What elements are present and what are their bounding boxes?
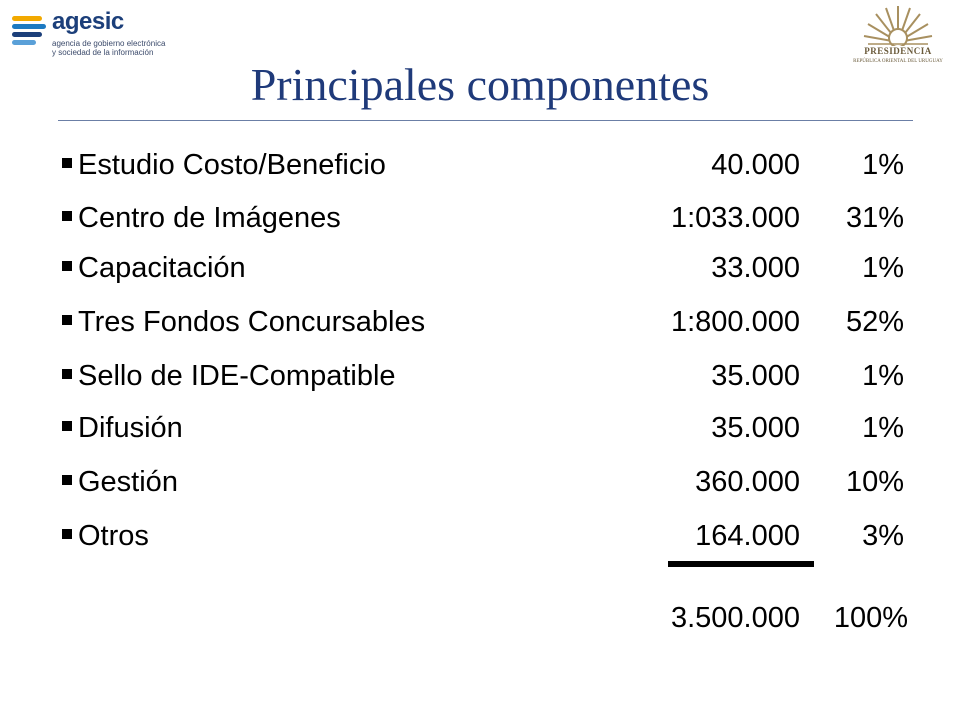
item-percent: 1% — [862, 360, 904, 392]
item-label: Difusión — [78, 412, 183, 444]
logo-subtitle-line1: agencia de gobierno electrónica — [52, 39, 166, 48]
item-amount: 1:800.000 — [670, 306, 800, 338]
item-percent: 3% — [862, 520, 904, 552]
square-bullet-icon — [62, 158, 72, 168]
total-underline — [668, 561, 814, 567]
square-bullet-icon — [62, 421, 72, 431]
item-percent: 52% — [845, 306, 904, 338]
total-row — [560, 597, 910, 639]
list-item — [60, 516, 910, 556]
item-amount: 360.000 — [695, 466, 800, 498]
agesic-logo — [8, 6, 178, 58]
item-amount: 35.000 — [711, 412, 800, 444]
item-amount: 1:033.000 — [670, 202, 800, 234]
list-item — [60, 198, 910, 238]
list-item — [60, 356, 910, 396]
seal-subtitle: REPÚBLICA ORIENTAL DEL URUGUAY — [853, 59, 943, 64]
item-amount: 40.000 — [711, 149, 800, 181]
item-percent: 1% — [862, 149, 904, 181]
item-label: Tres Fondos Concursables — [78, 306, 426, 338]
title-divider — [58, 120, 913, 121]
item-percent: 10% — [845, 466, 904, 498]
item-amount: 164.000 — [695, 520, 800, 552]
square-bullet-icon — [62, 475, 72, 485]
item-label: Estudio Costo/Beneficio — [78, 149, 386, 181]
list-item — [60, 408, 910, 448]
square-bullet-icon — [62, 315, 72, 325]
item-amount: 33.000 — [711, 252, 800, 284]
square-bullet-icon — [62, 261, 72, 271]
list-item — [60, 302, 910, 342]
agesic-logo-icon — [12, 14, 48, 46]
total-percent: 100% — [833, 602, 908, 634]
item-percent: 1% — [862, 252, 904, 284]
square-bullet-icon — [62, 211, 72, 221]
seal-name: PRESIDENCIA — [864, 46, 932, 56]
sun-emblem-icon — [848, 2, 948, 46]
list-item — [60, 248, 910, 288]
item-percent: 31% — [845, 202, 904, 234]
item-percent: 1% — [862, 412, 904, 444]
square-bullet-icon — [62, 369, 72, 379]
item-amount: 35.000 — [711, 360, 800, 392]
logo-subtitle-line2: y sociedad de la información — [52, 48, 154, 57]
item-label: Gestión — [78, 466, 178, 498]
total-amount: 3.500.000 — [670, 602, 800, 634]
logo-name: agesic — [52, 8, 124, 35]
list-item — [60, 462, 910, 502]
item-label: Centro de Imágenes — [78, 202, 341, 234]
square-bullet-icon — [62, 529, 72, 539]
item-label: Capacitación — [78, 252, 246, 284]
slide-title: Principales componentes — [250, 59, 710, 110]
item-label: Sello de IDE-Compatible — [78, 360, 396, 392]
item-label: Otros — [78, 520, 149, 552]
list-item — [60, 145, 910, 185]
